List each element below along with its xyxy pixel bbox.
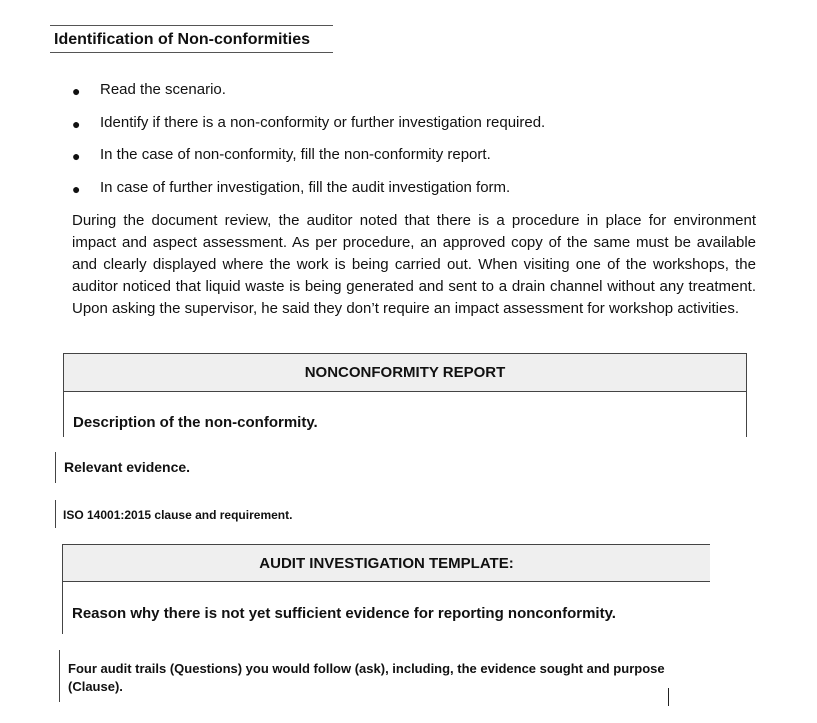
instruction-text: Identify if there is a non-conformity or further investigation required. bbox=[100, 113, 546, 131]
instruction-text: In case of further investigation, fill the audit investigation form. bbox=[100, 179, 511, 197]
scenario-paragraph: During the document review, the auditor noted that there is a procedure in place for environment impact and aspect assessment. As per procedure, an approved copy of the same must be available and clearly displayed where the work is being carried out. When visiting one of the workshops, the auditor noticed that liquid waste is being generated and sent to a drain channel without any treatment. Upon asking the supervisor, he said they don’t require an impact assessment for workshop activities. bbox=[72, 212, 756, 317]
bullet-icon: ● bbox=[72, 83, 81, 99]
audit-investigation-table bbox=[62, 544, 710, 634]
clause-label: ISO 14001:2015 clause and requirement. bbox=[55, 500, 292, 528]
description-label: Description of the non-conformity. bbox=[73, 414, 318, 431]
bullet-icon: ● bbox=[72, 181, 81, 198]
list-item bbox=[72, 80, 772, 113]
audit-trails-line-2: (Clause). bbox=[68, 679, 123, 694]
bullet-icon: ● bbox=[72, 148, 81, 165]
instruction-text: In the case of non-conformity, fill the non-conformity report. bbox=[100, 146, 491, 164]
nonconformity-report-title: NONCONFORMITY REPORT bbox=[64, 354, 746, 392]
evidence-label: Relevant evidence. bbox=[55, 452, 190, 483]
audit-trails-label bbox=[59, 650, 699, 702]
nonconformity-report-table bbox=[63, 353, 747, 437]
list-item bbox=[72, 113, 772, 146]
heading-box bbox=[50, 25, 333, 53]
audit-trails-line-1: Four audit trails (Questions) you would follow (ask), including, the evidence sought and purpose bbox=[68, 661, 665, 676]
page-title: Identification of Non-conformities bbox=[54, 31, 310, 48]
list-item bbox=[72, 145, 772, 178]
audit-investigation-title: AUDIT INVESTIGATION TEMPLATE: bbox=[63, 545, 710, 582]
instruction-text: Read the scenario. bbox=[100, 81, 226, 98]
bullet-icon: ● bbox=[72, 115, 81, 132]
text-cursor bbox=[668, 688, 669, 706]
list-item bbox=[72, 178, 772, 211]
reason-label: Reason why there is not yet sufficient evidence for reporting nonconformity. bbox=[72, 605, 616, 622]
instruction-list bbox=[72, 80, 772, 211]
